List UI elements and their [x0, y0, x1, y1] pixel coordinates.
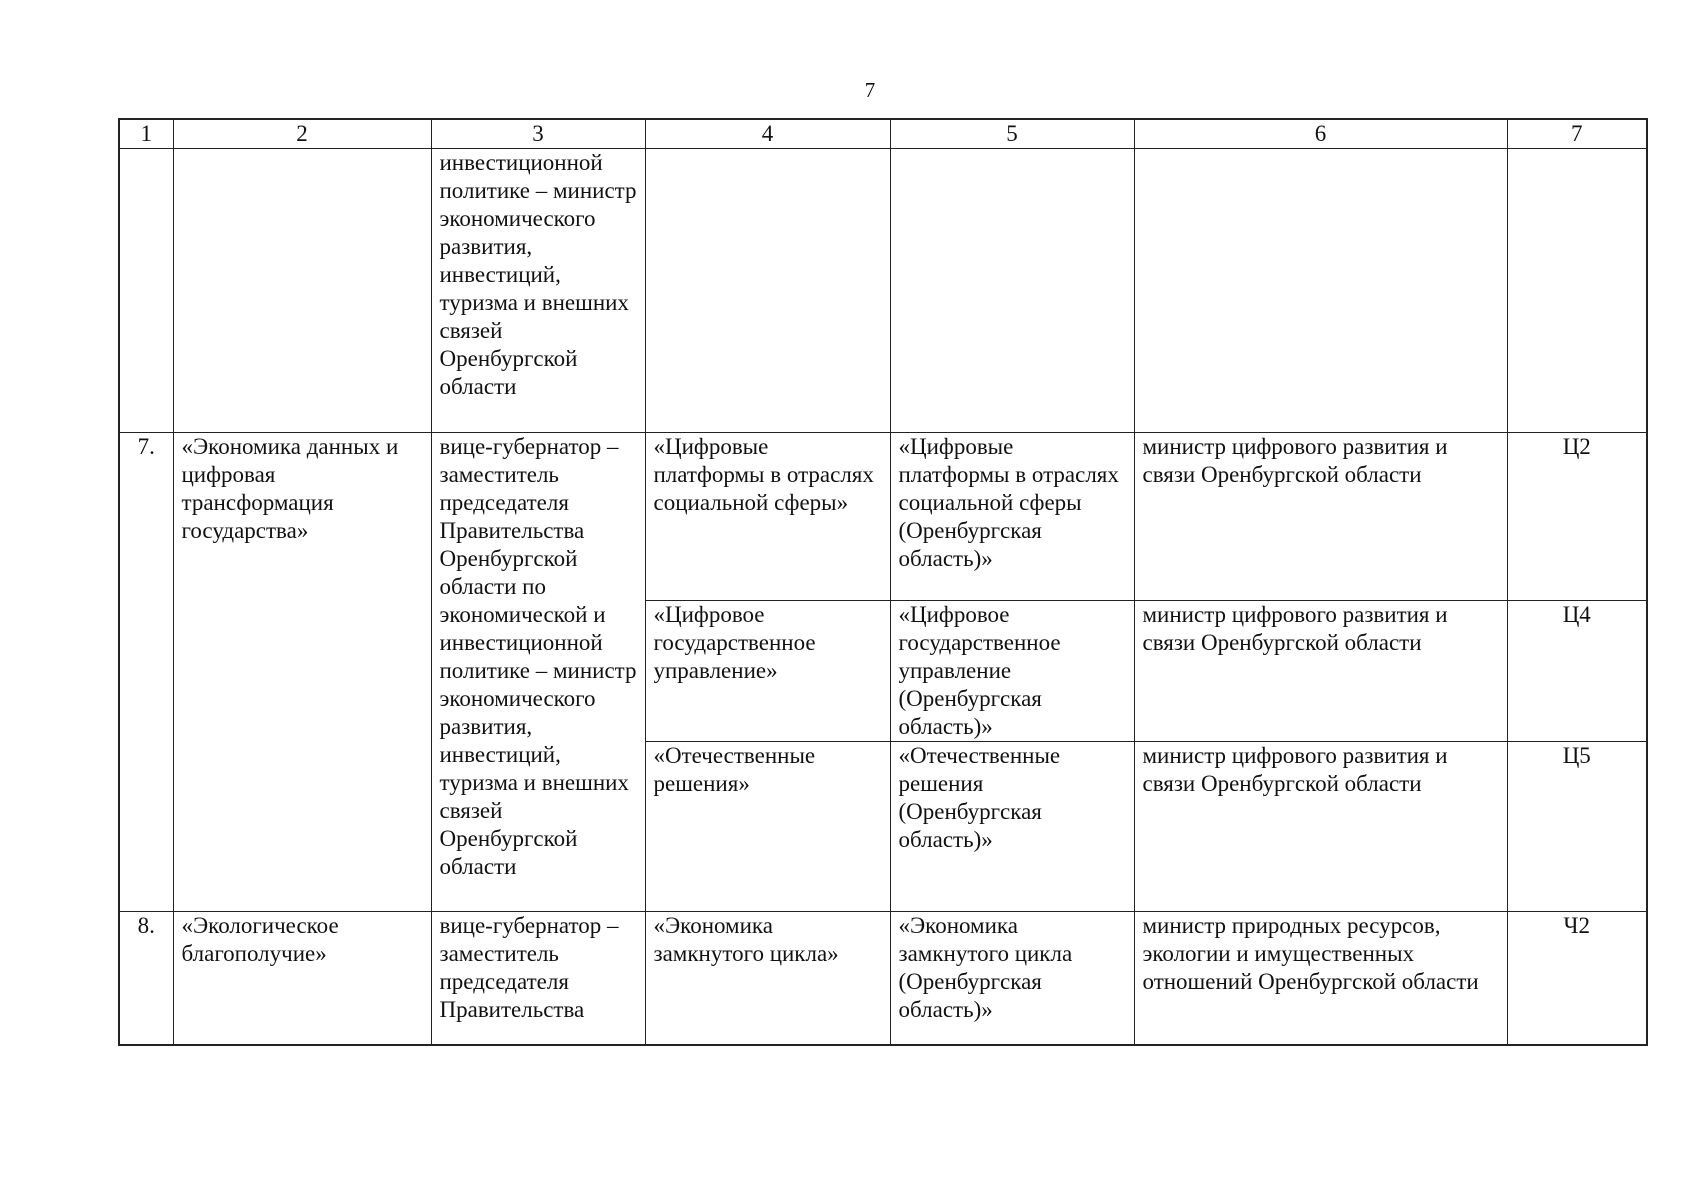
cell-responsible: министр цифрового развития и связи Оренбургской области: [1134, 433, 1507, 601]
table-row: [119, 433, 1647, 601]
cell-program: «Экологическое благополучие»: [173, 912, 431, 1045]
cell-number: 8.: [119, 912, 173, 1045]
cell-code: Ц4: [1507, 601, 1647, 742]
cell-code: Ч2: [1507, 912, 1647, 1045]
column-header: 5: [890, 119, 1134, 149]
cell-responsible: министр цифрового развития и связи Оренбургской области: [1134, 742, 1507, 912]
cell-code: [1507, 149, 1647, 433]
cell-code: Ц5: [1507, 742, 1647, 912]
column-header: 2: [173, 119, 431, 149]
table-row: [119, 912, 1647, 1045]
cell-regional-project: [890, 149, 1134, 433]
column-header: 6: [1134, 119, 1507, 149]
table-header-row: [119, 119, 1647, 149]
cell-federal-project: [645, 149, 890, 433]
cell-program: «Экономика данных и цифровая трансформация государства»: [173, 433, 431, 912]
cell-responsible: министр цифрового развития и связи Оренбургской области: [1134, 601, 1507, 742]
cell-regional-project: «Цифровые платформы в отраслях социальной сферы (Оренбургская область)»: [890, 433, 1134, 601]
table-row: [119, 149, 1647, 433]
cell-number: [119, 149, 173, 433]
cell-federal-project: «Экономика замкнутого цикла»: [645, 912, 890, 1045]
cell-regional-project: «Отечественные решения (Оренбургская область)»: [890, 742, 1134, 912]
column-header: 1: [119, 119, 173, 149]
cell-program: [173, 149, 431, 433]
cell-responsible: [1134, 149, 1507, 433]
cell-regional-project: «Экономика замкнутого цикла (Оренбургская область)»: [890, 912, 1134, 1045]
cell-federal-project: «Цифровое государственное управление»: [645, 601, 890, 742]
cell-federal-project: «Цифровые платформы в отраслях социальной сферы»: [645, 433, 890, 601]
column-header: 3: [431, 119, 645, 149]
cell-curator: вице-губернатор – заместитель председателя Правительства: [431, 912, 645, 1045]
page-number: 7: [864, 78, 876, 102]
projects-table: [118, 118, 1648, 1046]
column-header: 4: [645, 119, 890, 149]
cell-federal-project: «Отечественные решения»: [645, 742, 890, 912]
cell-curator: инвестиционной политике – министр экономического развития, инвестиций, туризма и внешних связей Оренбургской области: [431, 149, 645, 433]
cell-curator: вице-губернатор – заместитель председателя Правительства Оренбургской области по экономической и инвестиционной политике – министр экономического развития, инвестиций, туризма и внешних связей Оренбургской области: [431, 433, 645, 912]
cell-code: Ц2: [1507, 433, 1647, 601]
column-header: 7: [1507, 119, 1647, 149]
cell-responsible: министр природных ресурсов, экологии и имущественных отношений Оренбургской области: [1134, 912, 1507, 1045]
cell-regional-project: «Цифровое государственное управление (Оренбургская область)»: [890, 601, 1134, 742]
cell-number: 7.: [119, 433, 173, 912]
